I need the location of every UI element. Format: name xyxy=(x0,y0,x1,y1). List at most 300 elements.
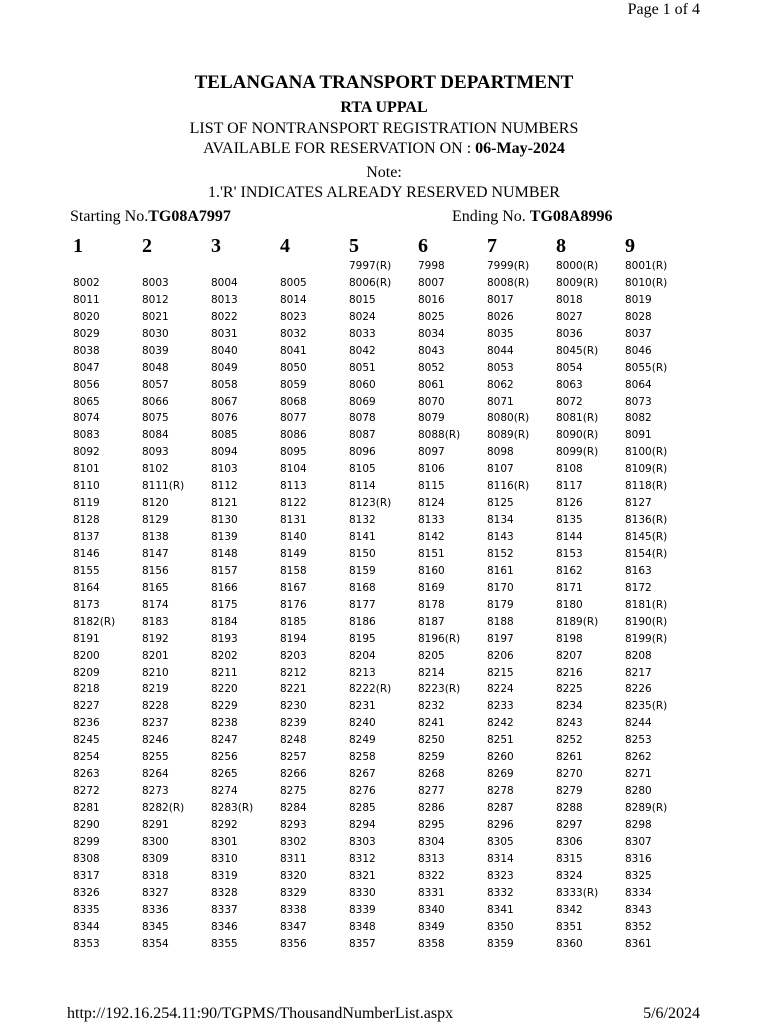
table-cell: 8131 xyxy=(280,514,307,527)
table-row xyxy=(0,429,768,446)
table-cell: 8259 xyxy=(418,751,445,764)
table-cell: 8070 xyxy=(418,395,445,408)
table-cell: 8275 xyxy=(280,785,307,798)
table-cell: 8063 xyxy=(556,378,583,391)
table-cell: 8004 xyxy=(211,276,238,289)
table-cell: 8151 xyxy=(418,547,445,560)
table-row xyxy=(0,667,768,684)
table-cell: 8299 xyxy=(73,835,100,848)
table-cell: 8340 xyxy=(418,903,445,916)
table-cell: 8349 xyxy=(418,920,445,933)
table-cell: 8338 xyxy=(280,903,307,916)
table-cell: 8074 xyxy=(73,412,100,425)
table-cell: 8075 xyxy=(142,412,169,425)
table-cell: 8173 xyxy=(73,598,100,611)
starting-number xyxy=(70,208,231,226)
column-header: 7 xyxy=(487,235,497,257)
table-cell: 8124 xyxy=(418,497,445,510)
table-cell: 8189(R) xyxy=(556,615,599,628)
table-row xyxy=(0,582,768,599)
ending-number-value: TG08A8996 xyxy=(529,208,613,225)
table-cell: 8357 xyxy=(349,937,376,950)
table-cell: 8179 xyxy=(487,598,514,611)
table-cell: 8178 xyxy=(418,598,445,611)
table-cell: 8142 xyxy=(418,531,445,543)
table-cell: 8261 xyxy=(556,751,583,764)
table-cell: 8307 xyxy=(625,835,652,848)
table-row xyxy=(0,734,768,751)
table-cell: 7998 xyxy=(418,260,445,272)
table-cell: 8103 xyxy=(211,463,238,476)
table-cell: 8164 xyxy=(73,581,100,594)
table-cell: 8172 xyxy=(625,581,652,594)
table-cell: 8015 xyxy=(349,293,376,306)
table-cell: 8252 xyxy=(556,734,583,747)
table-row xyxy=(0,633,768,650)
table-cell: 8194 xyxy=(280,632,307,645)
table-cell: 8234 xyxy=(556,700,583,713)
table-row xyxy=(0,345,768,362)
table-cell: 8308 xyxy=(73,852,100,865)
table-cell: 8360 xyxy=(556,937,583,950)
table-cell: 8030 xyxy=(142,327,169,340)
table-cell: 8220 xyxy=(211,683,238,696)
table-cell: 8148 xyxy=(211,547,238,560)
table-cell: 8258 xyxy=(349,751,376,764)
table-cell: 8167 xyxy=(280,581,307,594)
table-cell: 8188 xyxy=(487,615,514,628)
ending-number xyxy=(452,208,612,226)
table-cell: 8158 xyxy=(280,564,307,577)
table-cell: 8058 xyxy=(211,378,238,391)
table-cell: 8356 xyxy=(280,937,307,950)
table-cell: 8078 xyxy=(349,412,376,425)
table-cell: 8043 xyxy=(418,344,445,357)
table-cell: 8146 xyxy=(73,547,100,560)
table-row xyxy=(0,785,768,802)
table-cell: 8055(R) xyxy=(625,361,668,374)
table-cell: 8249 xyxy=(349,734,376,747)
table-cell: 8314 xyxy=(487,852,514,865)
table-cell: 8327 xyxy=(142,886,169,899)
availability-line xyxy=(0,140,768,158)
table-row xyxy=(0,260,768,277)
table-cell: 8065 xyxy=(73,395,100,408)
table-row xyxy=(0,362,768,379)
table-cell: 8170 xyxy=(487,581,514,594)
table-cell: 8034 xyxy=(418,327,445,340)
table-cell: 8342 xyxy=(556,903,583,916)
table-cell: 8181(R) xyxy=(625,598,668,611)
table-cell: 8310 xyxy=(211,852,238,865)
table-cell: 8014 xyxy=(280,293,307,306)
table-cell: 8117 xyxy=(556,480,583,493)
table-cell: 8130 xyxy=(211,514,238,527)
table-cell: 8048 xyxy=(142,361,169,374)
table-cell: 8212 xyxy=(280,666,307,679)
table-cell: 8287 xyxy=(487,802,514,814)
table-cell: 8241 xyxy=(418,717,445,730)
table-cell: 8207 xyxy=(556,649,583,662)
table-row xyxy=(0,497,768,514)
table-cell: 8273 xyxy=(142,785,169,798)
table-cell: 8190(R) xyxy=(625,615,668,628)
table-cell: 8361 xyxy=(625,937,652,950)
table-cell: 8267 xyxy=(349,768,376,781)
table-cell: 8149 xyxy=(280,547,307,560)
table-cell: 8262 xyxy=(625,751,652,764)
table-cell: 8315 xyxy=(556,852,583,865)
table-cell: 8298 xyxy=(625,818,652,831)
table-cell: 8155 xyxy=(73,564,100,577)
table-cell: 8312 xyxy=(349,852,376,865)
table-cell: 8324 xyxy=(556,869,583,882)
table-cell: 8244 xyxy=(625,717,652,730)
table-cell: 8011 xyxy=(73,293,100,306)
availability-date: 06-May-2024 xyxy=(475,140,565,157)
table-cell: 8125 xyxy=(487,497,514,510)
table-cell: 8046 xyxy=(625,344,652,357)
table-cell: 8279 xyxy=(556,785,583,798)
table-cell: 8111(R) xyxy=(142,480,185,493)
table-cell: 8297 xyxy=(556,818,583,831)
table-cell: 8001(R) xyxy=(625,260,668,272)
table-cell: 8002 xyxy=(73,276,100,289)
table-row xyxy=(0,379,768,396)
table-cell: 8121 xyxy=(211,497,238,510)
table-cell: 8358 xyxy=(418,937,445,950)
table-cell: 8085 xyxy=(211,429,238,442)
table-cell: 8017 xyxy=(487,293,514,306)
table-cell: 8177 xyxy=(349,598,376,611)
table-row xyxy=(0,683,768,700)
table-cell: 8027 xyxy=(556,310,583,323)
table-cell: 8232 xyxy=(418,700,445,713)
table-row xyxy=(0,531,768,548)
table-cell: 8135 xyxy=(556,514,583,527)
table-cell: 8120 xyxy=(142,497,169,510)
table-cell: 8006(R) xyxy=(349,276,392,289)
starting-number-value: TG08A7997 xyxy=(148,208,231,225)
table-row xyxy=(0,870,768,887)
page-number: Page 1 of 4 xyxy=(627,1,700,18)
table-cell: 8050 xyxy=(280,361,307,374)
table-cell: 8141 xyxy=(349,531,376,543)
table-cell: 8025 xyxy=(418,310,445,323)
table-row xyxy=(0,463,768,480)
table-cell: 8003 xyxy=(142,276,169,289)
table-cell: 8196(R) xyxy=(418,632,461,645)
table-cell: 8304 xyxy=(418,835,445,848)
table-cell: 8205 xyxy=(418,649,445,662)
table-cell: 8036 xyxy=(556,327,583,340)
table-row xyxy=(0,548,768,565)
table-cell: 8323 xyxy=(487,869,514,882)
column-header: 2 xyxy=(142,235,152,257)
table-row xyxy=(0,751,768,768)
table-cell: 8215 xyxy=(487,666,514,679)
table-cell: 8094 xyxy=(211,446,238,459)
table-cell: 8052 xyxy=(418,361,445,374)
table-cell: 8256 xyxy=(211,751,238,764)
table-cell: 8040 xyxy=(211,344,238,357)
table-cell: 8162 xyxy=(556,564,583,577)
table-cell: 8084 xyxy=(142,429,169,442)
table-cell: 8107 xyxy=(487,463,514,476)
table-cell: 8213 xyxy=(349,666,376,679)
table-cell: 8337 xyxy=(211,903,238,916)
table-cell: 8072 xyxy=(556,395,583,408)
column-header: 3 xyxy=(211,235,221,257)
table-cell: 8081(R) xyxy=(556,412,599,425)
table-cell: 8093 xyxy=(142,446,169,459)
table-cell: 8353 xyxy=(73,937,100,950)
table-cell: 8251 xyxy=(487,734,514,747)
note-text: 1.'R' INDICATES ALREADY RESERVED NUMBER xyxy=(208,184,560,201)
table-cell: 8086 xyxy=(280,429,307,442)
table-cell: 8263 xyxy=(73,768,100,781)
table-cell: 8202 xyxy=(211,649,238,662)
table-row xyxy=(0,802,768,819)
footer-date: 5/6/2024 xyxy=(643,1005,700,1022)
table-cell: 8278 xyxy=(487,785,514,798)
table-row xyxy=(0,938,768,955)
table-cell: 8049 xyxy=(211,361,238,374)
table-cell: 8321 xyxy=(349,869,376,882)
table-cell: 8115 xyxy=(418,480,445,493)
table-cell: 8101 xyxy=(73,463,100,476)
table-cell: 8336 xyxy=(142,903,169,916)
table-cell: 8283(R) xyxy=(211,802,254,814)
table-cell: 8306 xyxy=(556,835,583,848)
table-cell: 8296 xyxy=(487,818,514,831)
availability-label: AVAILABLE FOR RESERVATION ON : xyxy=(203,140,476,157)
table-cell: 8293 xyxy=(280,818,307,831)
table-cell: 8171 xyxy=(556,581,583,594)
table-cell: 8322 xyxy=(418,869,445,882)
table-cell: 8153 xyxy=(556,547,583,560)
table-cell: 8219 xyxy=(142,683,169,696)
table-cell: 8122 xyxy=(280,497,307,510)
table-cell: 8108 xyxy=(556,463,583,476)
table-cell: 8199(R) xyxy=(625,632,668,645)
footer-url: http://192.16.254.11:90/TGPMS/ThousandNumberList.aspx xyxy=(67,1005,454,1022)
table-cell: 8012 xyxy=(142,293,169,306)
table-cell: 8332 xyxy=(487,886,514,899)
table-cell: 8009(R) xyxy=(556,276,599,289)
table-cell: 8016 xyxy=(418,293,445,306)
department-title: TELANGANA TRANSPORT DEPARTMENT xyxy=(194,72,574,93)
table-cell: 8114 xyxy=(349,480,376,493)
table-cell: 8159 xyxy=(349,564,376,577)
table-row xyxy=(0,412,768,429)
table-row xyxy=(0,565,768,582)
table-cell: 8280 xyxy=(625,785,652,798)
table-cell: 8136(R) xyxy=(625,514,668,527)
table-cell: 8029 xyxy=(73,327,100,340)
table-cell: 8250 xyxy=(418,734,445,747)
table-cell: 8013 xyxy=(211,293,238,306)
table-row xyxy=(0,396,768,413)
table-cell: 8044 xyxy=(487,344,514,357)
table-cell: 8180 xyxy=(556,598,583,611)
table-cell: 8083 xyxy=(73,429,100,442)
table-cell: 8305 xyxy=(487,835,514,848)
table-cell: 8341 xyxy=(487,903,514,916)
table-cell: 8268 xyxy=(418,768,445,781)
table-cell: 8264 xyxy=(142,768,169,781)
table-cell: 8266 xyxy=(280,768,307,781)
table-cell: 8254 xyxy=(73,751,100,764)
table-row xyxy=(0,650,768,667)
table-cell: 8198 xyxy=(556,632,583,645)
table-row xyxy=(0,887,768,904)
table-cell: 8176 xyxy=(280,598,307,611)
table-cell: 8239 xyxy=(280,717,307,730)
table-cell: 8056 xyxy=(73,378,100,391)
table-cell: 8175 xyxy=(211,598,238,611)
table-row xyxy=(0,700,768,717)
table-cell: 8134 xyxy=(487,514,514,527)
table-cell: 8166 xyxy=(211,581,238,594)
table-cell: 8228 xyxy=(142,700,169,713)
table-cell: 8237 xyxy=(142,717,169,730)
table-cell: 8277 xyxy=(418,785,445,798)
table-cell: 7997(R) xyxy=(349,260,392,272)
column-header: 4 xyxy=(280,235,290,257)
table-row xyxy=(0,446,768,463)
number-grid xyxy=(0,260,768,954)
table-cell: 8091 xyxy=(625,429,652,442)
table-cell: 8335 xyxy=(73,903,100,916)
column-header: 1 xyxy=(73,235,83,257)
table-cell: 8045(R) xyxy=(556,344,599,357)
table-cell: 8099(R) xyxy=(556,446,599,459)
note-label: Note: xyxy=(366,164,402,181)
table-cell: 8226 xyxy=(625,683,652,696)
table-cell: 8333(R) xyxy=(556,886,599,899)
table-cell: 8157 xyxy=(211,564,238,577)
table-cell: 8129 xyxy=(142,514,169,527)
table-row xyxy=(0,768,768,785)
table-cell: 8069 xyxy=(349,395,376,408)
table-cell: 8077 xyxy=(280,412,307,425)
table-cell: 8355 xyxy=(211,937,238,950)
table-cell: 8073 xyxy=(625,395,652,408)
table-row xyxy=(0,294,768,311)
table-row xyxy=(0,311,768,328)
table-cell: 8209 xyxy=(73,666,100,679)
table-cell: 8309 xyxy=(142,852,169,865)
table-cell: 8318 xyxy=(142,869,169,882)
table-cell: 8152 xyxy=(487,547,514,560)
table-cell: 8206 xyxy=(487,649,514,662)
table-cell: 8039 xyxy=(142,344,169,357)
table-cell: 8144 xyxy=(556,531,583,543)
table-cell: 8060 xyxy=(349,378,376,391)
table-cell: 8089(R) xyxy=(487,429,530,442)
table-cell: 8090(R) xyxy=(556,429,599,442)
table-cell: 8291 xyxy=(142,818,169,831)
table-cell: 8301 xyxy=(211,835,238,848)
table-cell: 8182(R) xyxy=(73,615,116,628)
table-cell: 8192 xyxy=(142,632,169,645)
table-cell: 8289(R) xyxy=(625,802,668,814)
table-cell: 8133 xyxy=(418,514,445,527)
table-cell: 8087 xyxy=(349,429,376,442)
table-cell: 8326 xyxy=(73,886,100,899)
table-cell: 8286 xyxy=(418,802,445,814)
table-cell: 8300 xyxy=(142,835,169,848)
table-cell: 8311 xyxy=(280,852,307,865)
table-row xyxy=(0,853,768,870)
table-cell: 8193 xyxy=(211,632,238,645)
table-cell: 8138 xyxy=(142,531,169,543)
table-cell: 8238 xyxy=(211,717,238,730)
table-cell: 8021 xyxy=(142,310,169,323)
table-cell: 8118(R) xyxy=(625,480,668,493)
table-cell: 8184 xyxy=(211,615,238,628)
table-cell: 8316 xyxy=(625,852,652,865)
table-cell: 8127 xyxy=(625,497,652,510)
starting-number-label: Starting No. xyxy=(70,208,149,225)
table-cell: 8038 xyxy=(73,344,100,357)
table-cell: 8079 xyxy=(418,412,445,425)
table-cell: 8319 xyxy=(211,869,238,882)
table-row xyxy=(0,599,768,616)
table-cell: 8139 xyxy=(211,531,238,543)
table-cell: 8010(R) xyxy=(625,276,668,289)
table-cell: 8057 xyxy=(142,378,169,391)
table-cell: 8343 xyxy=(625,903,652,916)
table-cell: 8174 xyxy=(142,598,169,611)
table-cell: 8165 xyxy=(142,581,169,594)
table-cell: 8248 xyxy=(280,734,307,747)
table-cell: 8041 xyxy=(280,344,307,357)
table-cell: 7999(R) xyxy=(487,260,530,272)
table-cell: 8276 xyxy=(349,785,376,798)
table-cell: 8113 xyxy=(280,480,307,493)
table-cell: 8028 xyxy=(625,310,652,323)
table-cell: 8221 xyxy=(280,683,307,696)
table-cell: 8071 xyxy=(487,395,514,408)
table-cell: 8231 xyxy=(349,700,376,713)
table-cell: 8257 xyxy=(280,751,307,764)
table-cell: 8281 xyxy=(73,802,100,814)
table-cell: 8033 xyxy=(349,327,376,340)
table-cell: 8098 xyxy=(487,446,514,459)
table-cell: 8066 xyxy=(142,395,169,408)
table-cell: 8313 xyxy=(418,852,445,865)
table-cell: 8223(R) xyxy=(418,683,461,696)
table-cell: 8054 xyxy=(556,361,583,374)
table-cell: 8235(R) xyxy=(625,700,668,713)
table-cell: 8061 xyxy=(418,378,445,391)
table-cell: 8132 xyxy=(349,514,376,527)
table-cell: 8295 xyxy=(418,818,445,831)
table-cell: 8088(R) xyxy=(418,429,461,442)
table-cell: 8161 xyxy=(487,564,514,577)
table-row xyxy=(0,717,768,734)
table-cell: 8216 xyxy=(556,666,583,679)
column-header: 8 xyxy=(556,235,566,257)
table-cell: 8102 xyxy=(142,463,169,476)
table-cell: 8203 xyxy=(280,649,307,662)
table-cell: 8240 xyxy=(349,717,376,730)
table-cell: 8347 xyxy=(280,920,307,933)
table-cell: 8218 xyxy=(73,683,100,696)
table-cell: 8116(R) xyxy=(487,480,530,493)
